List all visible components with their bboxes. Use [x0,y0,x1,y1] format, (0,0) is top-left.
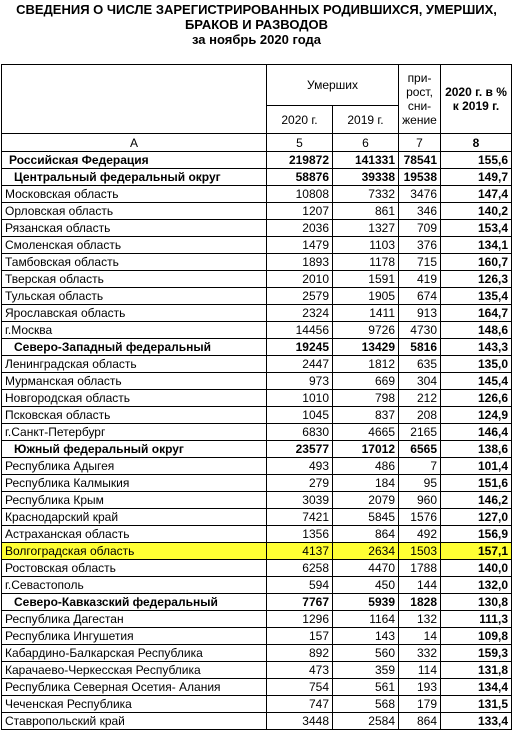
deaths-2019-cell: 561 [333,679,399,696]
deaths-2019-cell: 184 [333,475,399,492]
table-row [2,254,512,271]
deaths-2020-cell: 473 [267,662,333,679]
ratio-cell: 146,4 [441,424,512,441]
deaths-2020-cell: 493 [267,458,333,475]
deaths-2019-cell: 1591 [333,271,399,288]
deaths-2020-cell: 747 [267,696,333,713]
deaths-2019-cell: 861 [333,203,399,220]
deaths-2020-cell: 6258 [267,560,333,577]
table-row [2,356,512,373]
report-title [0,0,513,62]
deaths-2020-cell: 7421 [267,509,333,526]
ratio-cell: 153,4 [441,220,512,237]
growth-cell: 1828 [399,594,441,611]
table-row [2,509,512,526]
deaths-2019-cell: 798 [333,390,399,407]
table-row [2,441,512,458]
ratio-cell: 134,4 [441,679,512,696]
region-name-cell: Южный федеральный округ [2,441,267,458]
deaths-2019-cell: 4665 [333,424,399,441]
growth-cell: 5816 [399,339,441,356]
region-name-cell: Республика Крым [2,492,267,509]
growth-cell: 6565 [399,441,441,458]
deaths-2019-cell: 450 [333,577,399,594]
region-name-cell: Смоленская область [2,237,267,254]
table-row [2,373,512,390]
ratio-cell: 143,3 [441,339,512,356]
deaths-2019-cell: 2079 [333,492,399,509]
ratio-cell: 109,8 [441,628,512,645]
deaths-2020-cell: 2010 [267,271,333,288]
growth-cell: 4730 [399,322,441,339]
deaths-2019-cell: 2634 [333,543,399,560]
colnum-5: 5 [267,134,333,152]
growth-cell: 208 [399,407,441,424]
table-row [2,560,512,577]
region-name-cell: Тульская область [2,288,267,305]
table-row [2,628,512,645]
deaths-2019-cell: 568 [333,696,399,713]
deaths-2019-cell: 864 [333,526,399,543]
deaths-2019-cell: 4470 [333,560,399,577]
growth-cell: 674 [399,288,441,305]
title-line-1: СВЕДЕНИЯ О ЧИСЛЕ ЗАРЕГИСТРИРОВАННЫХ РОДИВШИХСЯ, УМЕРШИХ, [16,2,497,17]
header-deaths-group: Умерших [267,65,399,106]
table-row [2,152,512,169]
ratio-cell: 140,0 [441,560,512,577]
region-name-cell: Республика Северная Осетия- Алания [2,679,267,696]
deaths-2020-cell: 157 [267,628,333,645]
title-line-2: БРАКОВ И РАЗВОДОВ [184,17,329,32]
table-row [2,611,512,628]
ratio-cell: 156,9 [441,526,512,543]
title-line-3: за ноябрь 2020 года [192,32,321,47]
deaths-2020-cell: 1207 [267,203,333,220]
table-row [2,322,512,339]
table-row [2,645,512,662]
deaths-2020-cell: 2447 [267,356,333,373]
table-row [2,288,512,305]
growth-cell: 78541 [399,152,441,169]
deaths-2020-cell: 14456 [267,322,333,339]
ratio-cell: 132,0 [441,577,512,594]
region-name-cell: Астраханская область [2,526,267,543]
table-row [2,186,512,203]
header-growth: при-рост, сни-жение [399,65,441,134]
colnum-6: 6 [333,134,399,152]
region-name-cell: Краснодарский край [2,509,267,526]
region-name-cell: Новгородская область [2,390,267,407]
ratio-cell: 148,6 [441,322,512,339]
deaths-2020-cell: 3448 [267,713,333,730]
growth-cell: 492 [399,526,441,543]
growth-cell: 114 [399,662,441,679]
deaths-2019-cell: 1178 [333,254,399,271]
table-row [2,662,512,679]
ratio-cell: 135,0 [441,356,512,373]
growth-cell: 1576 [399,509,441,526]
deaths-2019-cell: 5845 [333,509,399,526]
deaths-2020-cell: 973 [267,373,333,390]
deaths-2020-cell: 1356 [267,526,333,543]
ratio-cell: 151,6 [441,475,512,492]
deaths-2019-cell: 17012 [333,441,399,458]
region-name-cell: Центральный федеральный округ [2,169,267,186]
colnum-7: 7 [399,134,441,152]
growth-cell: 7 [399,458,441,475]
ratio-cell: 131,5 [441,696,512,713]
deaths-2020-cell: 6830 [267,424,333,441]
deaths-2020-cell: 754 [267,679,333,696]
growth-cell: 960 [399,492,441,509]
growth-cell: 913 [399,305,441,322]
statistics-table [1,64,512,730]
growth-cell: 304 [399,373,441,390]
ratio-cell: 131,8 [441,662,512,679]
growth-cell: 1788 [399,560,441,577]
ratio-cell: 126,3 [441,271,512,288]
deaths-2019-cell: 9726 [333,322,399,339]
colnum-8: 8 [441,134,512,152]
region-name-cell: Кабардино-Балкарская Республика [2,645,267,662]
growth-cell: 346 [399,203,441,220]
deaths-2020-cell: 219872 [267,152,333,169]
region-name-cell: Российская Федерация [2,152,267,169]
deaths-2019-cell: 669 [333,373,399,390]
table-row [2,679,512,696]
table-row [2,305,512,322]
deaths-2020-cell: 23577 [267,441,333,458]
deaths-2019-cell: 5939 [333,594,399,611]
ratio-cell: 159,3 [441,645,512,662]
table-row [2,577,512,594]
ratio-cell: 127,0 [441,509,512,526]
growth-cell: 14 [399,628,441,645]
ratio-cell: 155,6 [441,152,512,169]
growth-cell: 212 [399,390,441,407]
deaths-2020-cell: 1893 [267,254,333,271]
table-row [2,339,512,356]
region-name-cell: Московская область [2,186,267,203]
deaths-2020-cell: 892 [267,645,333,662]
ratio-cell: 124,9 [441,407,512,424]
ratio-cell: 146,2 [441,492,512,509]
growth-cell: 709 [399,220,441,237]
growth-cell: 1503 [399,543,441,560]
deaths-2020-cell: 594 [267,577,333,594]
region-name-cell: г.Севастополь [2,577,267,594]
deaths-2019-cell: 39338 [333,169,399,186]
deaths-2019-cell: 1164 [333,611,399,628]
deaths-2019-cell: 560 [333,645,399,662]
deaths-2019-cell: 1812 [333,356,399,373]
region-name-cell: Республика Адыгея [2,458,267,475]
colnum-a: А [2,134,267,152]
growth-cell: 2165 [399,424,441,441]
deaths-2020-cell: 3039 [267,492,333,509]
ratio-cell: 130,8 [441,594,512,611]
table-row [2,475,512,492]
growth-cell: 95 [399,475,441,492]
ratio-cell: 140,2 [441,203,512,220]
header-empty-cell [2,65,267,134]
deaths-2019-cell: 1103 [333,237,399,254]
growth-cell: 193 [399,679,441,696]
deaths-2020-cell: 2324 [267,305,333,322]
table-row [2,169,512,186]
ratio-cell: 147,4 [441,186,512,203]
growth-cell: 864 [399,713,441,730]
deaths-2019-cell: 1411 [333,305,399,322]
growth-cell: 332 [399,645,441,662]
region-name-cell: Ставропольский край [2,713,267,730]
table-row [2,203,512,220]
deaths-2020-cell: 1296 [267,611,333,628]
region-name-cell: Северо-Западный федеральный [2,339,267,356]
growth-cell: 19538 [399,169,441,186]
table-row [2,713,512,730]
deaths-2019-cell: 7332 [333,186,399,203]
growth-cell: 144 [399,577,441,594]
deaths-2019-cell: 1327 [333,220,399,237]
region-name-cell: г.Москва [2,322,267,339]
ratio-cell: 145,4 [441,373,512,390]
region-name-cell: Ростовская область [2,560,267,577]
deaths-2020-cell: 10808 [267,186,333,203]
region-name-cell: Волгоградская область [2,543,267,560]
deaths-2020-cell: 2036 [267,220,333,237]
ratio-cell: 160,7 [441,254,512,271]
deaths-2019-cell: 141331 [333,152,399,169]
deaths-2020-cell: 7767 [267,594,333,611]
region-name-cell: Мурманская область [2,373,267,390]
region-name-cell: Республика Ингушетия [2,628,267,645]
deaths-2020-cell: 58876 [267,169,333,186]
region-name-cell: Орловская область [2,203,267,220]
table-row [2,407,512,424]
region-name-cell: Северо-Кавказский федеральный [2,594,267,611]
ratio-cell: 135,4 [441,288,512,305]
region-name-cell: Псковская область [2,407,267,424]
table-row [2,696,512,713]
deaths-2019-cell: 1905 [333,288,399,305]
deaths-2019-cell: 2584 [333,713,399,730]
region-name-cell: Тверская область [2,271,267,288]
ratio-cell: 134,1 [441,237,512,254]
growth-cell: 376 [399,237,441,254]
growth-cell: 419 [399,271,441,288]
region-name-cell: Ленинградская область [2,356,267,373]
deaths-2019-cell: 143 [333,628,399,645]
table-row [2,458,512,475]
deaths-2020-cell: 4137 [267,543,333,560]
table-row [2,492,512,509]
region-name-cell: Тамбовская область [2,254,267,271]
region-name-cell: Чеченская Республика [2,696,267,713]
deaths-2020-cell: 2579 [267,288,333,305]
header-ratio: 2020 г. в % к 2019 г. [441,65,512,134]
table-row [2,424,512,441]
deaths-2020-cell: 1479 [267,237,333,254]
deaths-2020-cell: 19245 [267,339,333,356]
ratio-cell: 111,3 [441,611,512,628]
region-name-cell: Ярославская область [2,305,267,322]
region-name-cell: Республика Калмыкия [2,475,267,492]
growth-cell: 635 [399,356,441,373]
region-name-cell: Рязанская область [2,220,267,237]
deaths-2019-cell: 359 [333,662,399,679]
deaths-2020-cell: 279 [267,475,333,492]
ratio-cell: 149,7 [441,169,512,186]
ratio-cell: 101,4 [441,458,512,475]
deaths-2019-cell: 486 [333,458,399,475]
header-year-2019: 2019 г. [333,106,399,134]
growth-cell: 715 [399,254,441,271]
growth-cell: 132 [399,611,441,628]
deaths-2019-cell: 837 [333,407,399,424]
header-year-2020: 2020 г. [267,106,333,134]
ratio-cell: 157,1 [441,543,512,560]
region-name-cell: г.Санкт-Петербург [2,424,267,441]
deaths-2020-cell: 1045 [267,407,333,424]
table-row [2,543,512,560]
ratio-cell: 164,7 [441,305,512,322]
table-row [2,390,512,407]
ratio-cell: 133,4 [441,713,512,730]
table-row [2,271,512,288]
table-row [2,220,512,237]
deaths-2019-cell: 13429 [333,339,399,356]
table-row [2,526,512,543]
table-row [2,594,512,611]
table-row [2,237,512,254]
deaths-2020-cell: 1010 [267,390,333,407]
table-body [2,152,512,730]
region-name-cell: Карачаево-Черкесская Республика [2,662,267,679]
ratio-cell: 126,6 [441,390,512,407]
ratio-cell: 138,6 [441,441,512,458]
growth-cell: 3476 [399,186,441,203]
region-name-cell: Республика Дагестан [2,611,267,628]
growth-cell: 179 [399,696,441,713]
